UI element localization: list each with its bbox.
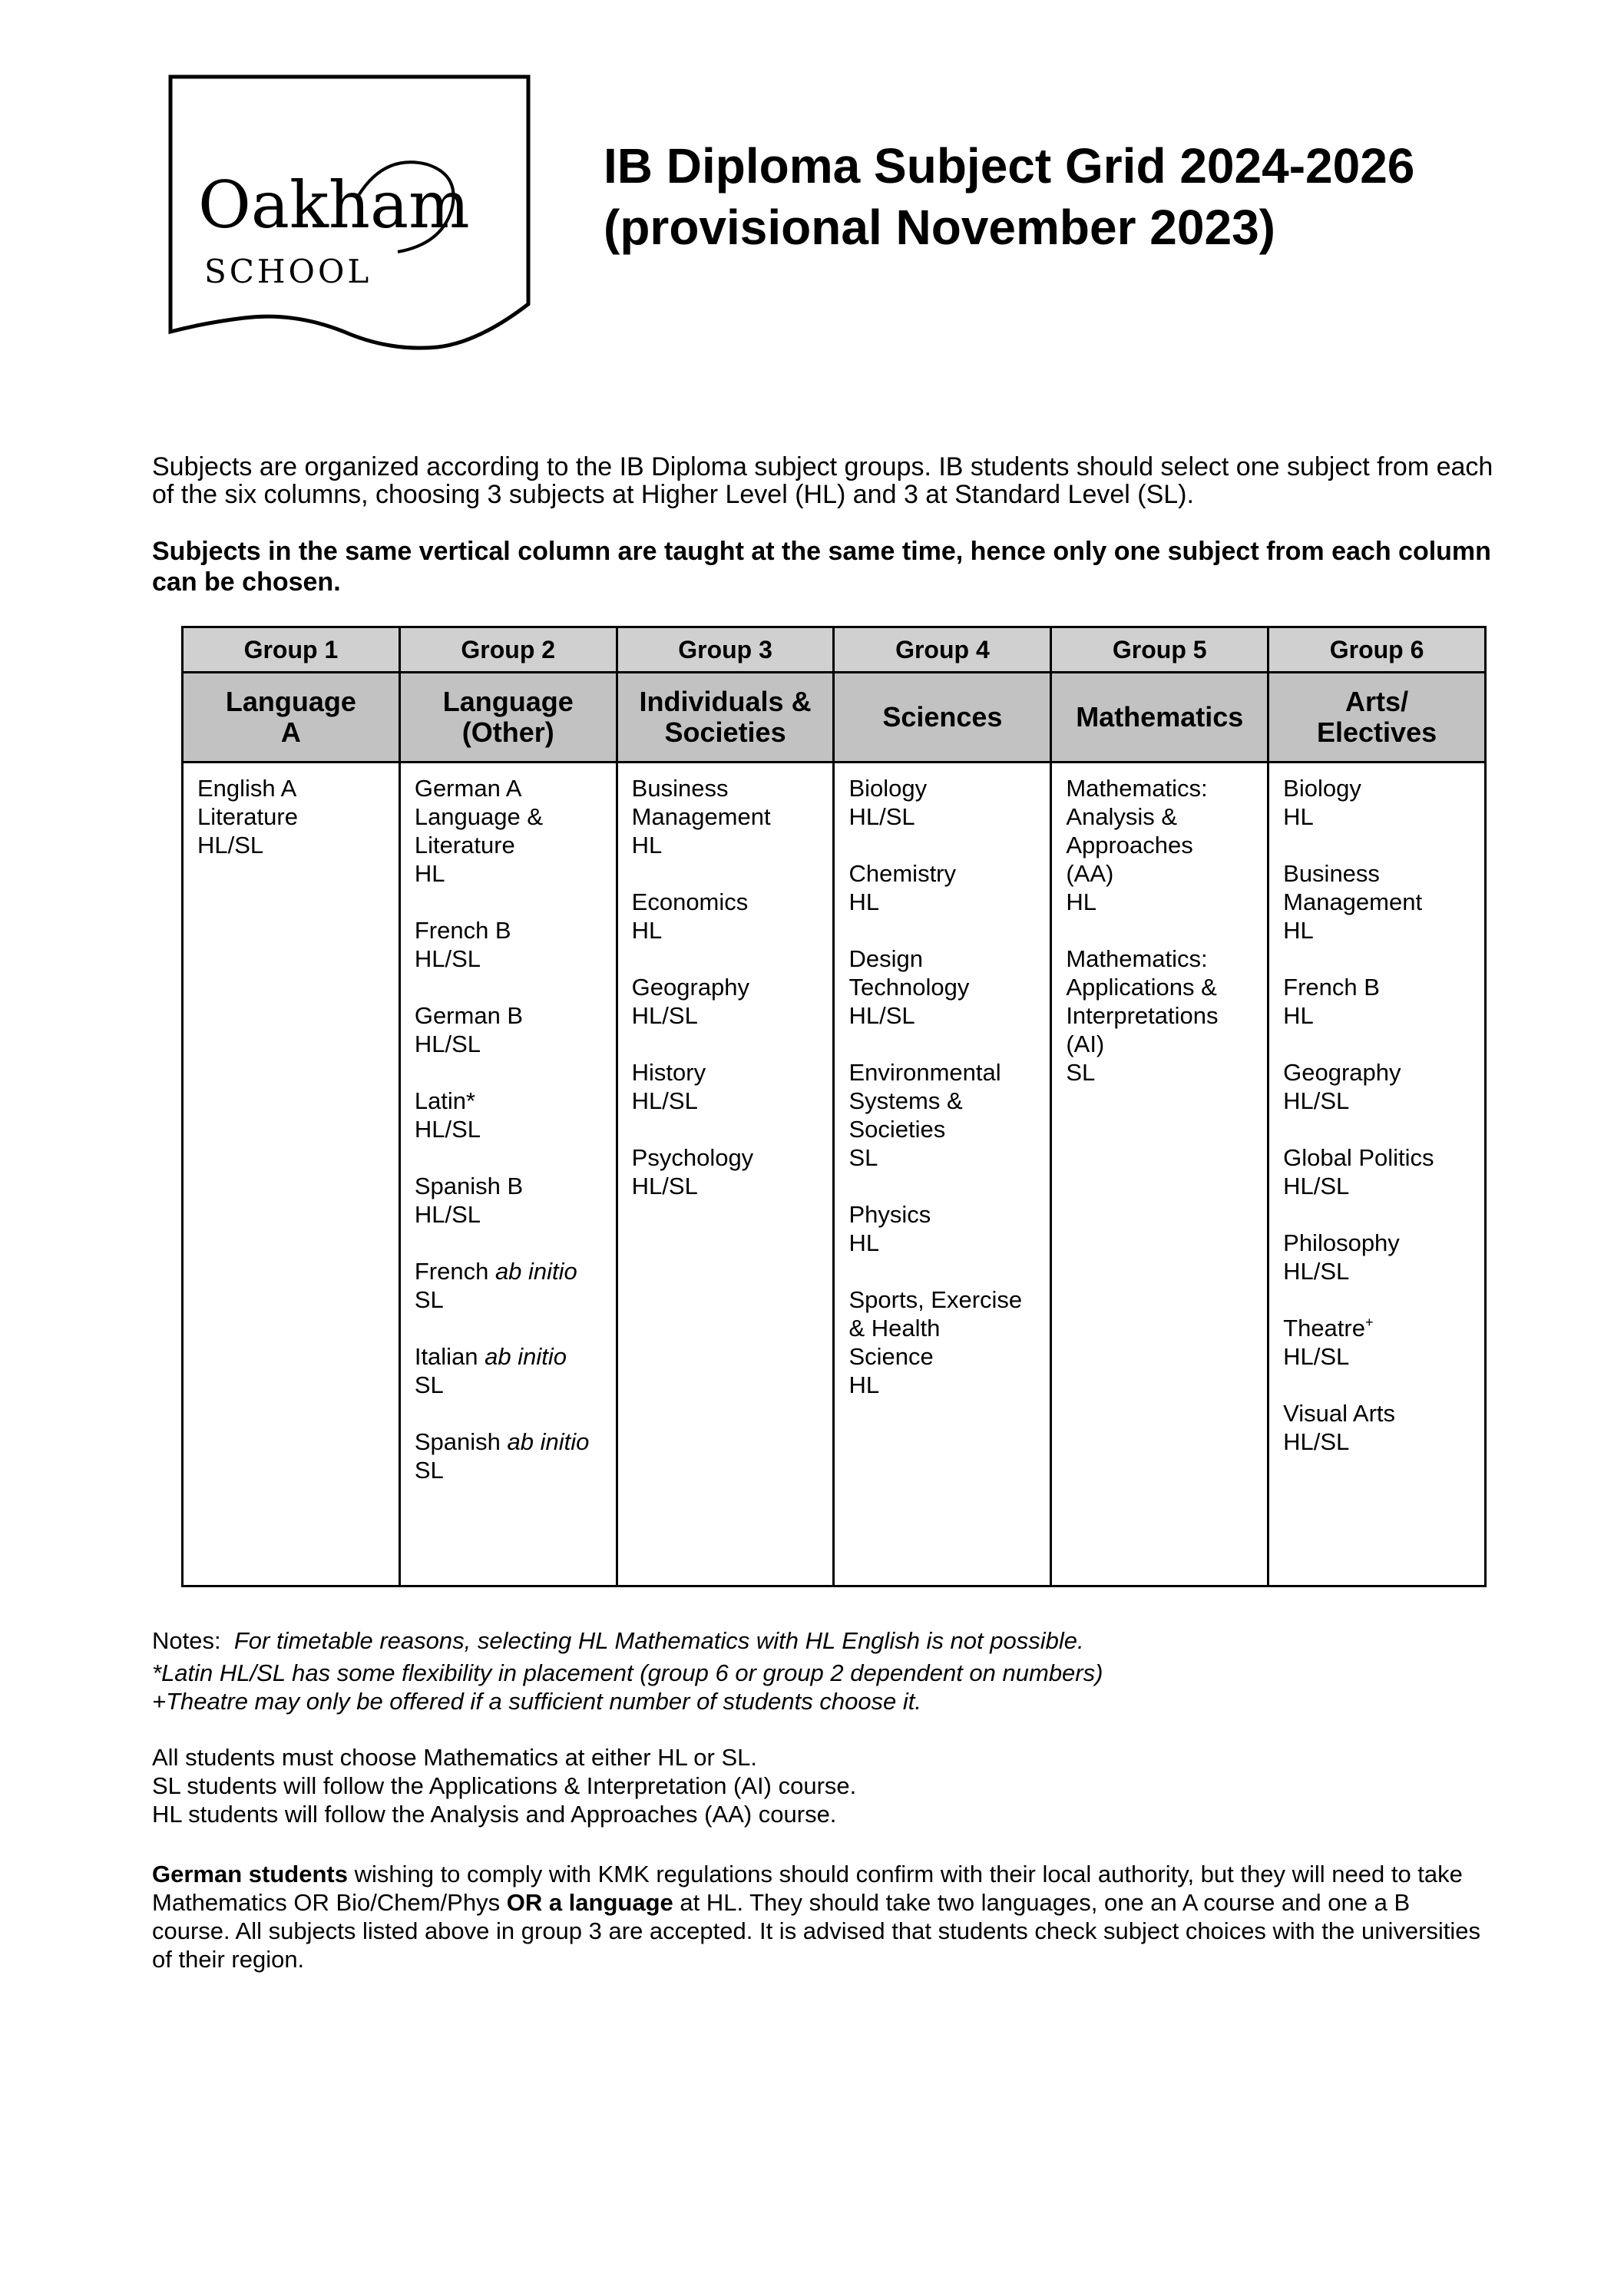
- subject-column: [183, 763, 400, 1586]
- subject-level: SL: [848, 1144, 878, 1171]
- subject-entry: [415, 1172, 604, 1229]
- subject-entry: [1066, 774, 1255, 916]
- subject-name: Technology: [848, 974, 970, 1001]
- subject-level: HL: [848, 1371, 880, 1398]
- subject-name: Language &: [414, 803, 544, 830]
- subject-level: HL/SL: [1283, 1343, 1350, 1370]
- subject-grid: [181, 626, 1487, 1587]
- subject-entry: [1283, 973, 1472, 1030]
- subject-name: Geography: [1283, 1059, 1401, 1086]
- maths-line: SL students will follow the Applications & Interpretation (AI) course.: [152, 1772, 857, 1799]
- subject-level: HL: [1283, 803, 1314, 830]
- subject-name: Theatre+: [1283, 1315, 1374, 1342]
- subject-level: HL: [631, 832, 663, 859]
- subject-level: HL: [1283, 917, 1314, 944]
- subject-name: Visual Arts: [1283, 1400, 1396, 1427]
- subject-entry: [632, 1143, 821, 1200]
- subject-level: HL/SL: [414, 1201, 481, 1228]
- subject-entry: [848, 1058, 1037, 1172]
- subject-name: Italian ab initio: [414, 1343, 567, 1370]
- subject-name: Mathematics:: [1066, 775, 1208, 802]
- subject-name: Science: [848, 1343, 934, 1370]
- maths-line: All students must choose Mathematics at either HL or SL.: [152, 1744, 757, 1771]
- title-line-1: IB Diploma Subject Grid 2024-2026: [604, 138, 1415, 194]
- subject-entry: [415, 1428, 604, 1484]
- subject-name: Mathematics:: [1066, 945, 1208, 972]
- group-header: Group 3: [617, 627, 834, 673]
- subject-level: HL/SL: [1283, 1258, 1350, 1285]
- subject-name: & Health: [848, 1315, 941, 1342]
- subject-entry: [848, 859, 1037, 916]
- subject-name: French B: [414, 917, 511, 944]
- title-line-2: (provisional November 2023): [604, 200, 1275, 255]
- subject-level: HL/SL: [1283, 1087, 1350, 1114]
- subject-level: HL/SL: [631, 1002, 698, 1029]
- group-header: Group 4: [834, 627, 1051, 673]
- subject-level: HL/SL: [414, 1031, 481, 1057]
- subject-name: (AA): [1066, 860, 1114, 887]
- timetable-note: For timetable reasons, selecting HL Mathematics with HL English is not possible.: [233, 1627, 1084, 1654]
- subject-name: Chemistry: [848, 860, 956, 887]
- subject-entry: [848, 774, 1037, 831]
- subjects-row: [183, 763, 1486, 1586]
- subject-entry: [1283, 1399, 1472, 1456]
- subject-name: Management: [631, 803, 771, 830]
- subject-name: Literature: [197, 803, 298, 830]
- subject-entry: [632, 888, 821, 945]
- subject-area-header: Sciences: [834, 673, 1051, 763]
- subject-level: HL: [848, 1229, 880, 1256]
- intro-paragraph: Subjects are organized according to the IB Diploma subject groups. IB students should select one subject from each of the six columns, choosing 3 subjects at Higher Level (HL) and 3 at Standard Level (SL).: [152, 452, 1493, 509]
- subject-column: [1268, 763, 1486, 1586]
- german-students-paragraph: German students wishing to comply with KMK regulations should confirm with their local authority, but they will need to take Mathematics OR Bio/Chem/Phys OR a language at HL. They should take two languages, one an A course and one a B course. All subjects listed above in group 3 are accepted. It is advised that students check subject choices with the universities of their region.: [152, 1861, 1481, 1973]
- column-rule-paragraph: Subjects in the same vertical column are taught at the same time, hence only one subject from each column can be chosen.: [152, 537, 1491, 597]
- subject-name: English A: [197, 775, 297, 802]
- subject-name: Approaches: [1066, 832, 1193, 859]
- subject-name: German B: [414, 1002, 524, 1029]
- subject-entry: [848, 1200, 1037, 1257]
- subject-name: French B: [1283, 974, 1380, 1001]
- subject-entry: [415, 774, 604, 888]
- subject-name: Management: [1283, 888, 1423, 915]
- subject-area-header: Arts/ Electives: [1268, 673, 1486, 763]
- notes-line: [152, 1626, 1534, 1655]
- page-title: [604, 135, 1563, 258]
- subject-area-header: Language (Other): [399, 673, 617, 763]
- subject-name: Biology: [1283, 775, 1361, 802]
- subject-entry: [1283, 1143, 1472, 1200]
- subject-level: SL: [1066, 1059, 1096, 1086]
- subject-name: Geography: [631, 974, 750, 1001]
- subject-name: Philosophy: [1283, 1229, 1400, 1256]
- subject-name: Business: [631, 775, 729, 802]
- notes-label: Notes:: [152, 1627, 221, 1654]
- subject-level: HL/SL: [848, 1002, 915, 1029]
- subject-entry: [415, 1001, 604, 1058]
- subject-level: SL: [414, 1286, 444, 1313]
- subject-level: HL/SL: [414, 1116, 481, 1143]
- subject-level: HL/SL: [631, 1173, 698, 1199]
- subject-area-header: Language A: [183, 673, 400, 763]
- subject-area-row: [183, 673, 1486, 763]
- subject-column: [399, 763, 617, 1586]
- subject-name: Psychology: [631, 1144, 754, 1171]
- subject-entry: [415, 1257, 604, 1314]
- subject-area-header: Individuals & Societies: [617, 673, 834, 763]
- logo-name: Oakham: [198, 167, 470, 243]
- subject-name: Systems &: [848, 1087, 963, 1114]
- subject-level: HL/SL: [1283, 1173, 1350, 1199]
- subject-name: Design: [848, 945, 923, 972]
- subject-entry: [1283, 774, 1472, 831]
- subject-name: Sports, Exercise: [848, 1286, 1023, 1313]
- subject-entry: [415, 1342, 604, 1399]
- subject-name: Global Politics: [1283, 1144, 1434, 1171]
- subject-level: HL/SL: [197, 832, 264, 859]
- subject-name: Applications &: [1066, 974, 1217, 1001]
- group-header: Group 5: [1051, 627, 1268, 673]
- subject-level: HL: [414, 860, 445, 887]
- subject-name: Latin*: [414, 1087, 476, 1114]
- subject-name: Analysis &: [1066, 803, 1178, 830]
- subject-name: Literature: [414, 832, 515, 859]
- maths-requirements: [152, 1743, 1534, 1828]
- subject-name: French ab initio: [414, 1258, 577, 1285]
- subject-level: HL/SL: [631, 1087, 698, 1114]
- subject-level: HL: [1066, 888, 1096, 915]
- subject-column: [834, 763, 1051, 1586]
- group-header: Group 2: [399, 627, 617, 673]
- subject-level: HL: [631, 917, 663, 944]
- subject-level: SL: [414, 1371, 444, 1398]
- subject-entry: [415, 1087, 604, 1143]
- latin-note: *Latin HL/SL has some flexibility in placement (group 6 or group 2 dependent on numbers): [152, 1659, 1103, 1686]
- subject-entry: [1283, 1314, 1472, 1371]
- subject-level: HL: [848, 888, 880, 915]
- subject-level: HL: [1283, 1002, 1314, 1029]
- school-logo: [167, 74, 536, 358]
- subject-name: Physics: [848, 1201, 931, 1228]
- subject-column: [1051, 763, 1268, 1586]
- subject-entry: [415, 916, 604, 973]
- group-header-row: [183, 627, 1486, 673]
- theatre-note: +Theatre may only be offered if a sufficient number of students choose it.: [152, 1688, 922, 1715]
- subject-entry: [848, 1285, 1037, 1399]
- subject-name: Economics: [631, 888, 749, 915]
- group-header: Group 6: [1268, 627, 1486, 673]
- subject-entry: [1066, 945, 1255, 1087]
- subject-entry: [632, 1058, 821, 1115]
- group-header: Group 1: [183, 627, 400, 673]
- maths-line: HL students will follow the Analysis and Approaches (AA) course.: [152, 1801, 837, 1828]
- subject-entry: [848, 945, 1037, 1030]
- subject-entry: [1283, 859, 1472, 945]
- subject-name: Spanish ab initio: [414, 1428, 590, 1455]
- subject-area-header: Mathematics: [1051, 673, 1268, 763]
- subject-name: German A: [414, 775, 522, 802]
- subject-entry: [1283, 1229, 1472, 1285]
- subject-entry: [1283, 1058, 1472, 1115]
- subject-column: [617, 763, 834, 1586]
- subject-level: HL/SL: [848, 803, 915, 830]
- subject-name: History: [631, 1059, 706, 1086]
- subject-name: Business: [1283, 860, 1380, 887]
- subject-name: Societies: [848, 1116, 946, 1143]
- subject-name: Biology: [848, 775, 928, 802]
- subject-entry: [632, 774, 821, 859]
- subject-name: Environmental: [848, 1059, 1001, 1086]
- subject-entry: [197, 774, 386, 859]
- subject-name: (AI): [1066, 1031, 1105, 1057]
- subject-entry: [632, 973, 821, 1030]
- subject-level: HL/SL: [414, 945, 481, 972]
- subject-name: Spanish B: [414, 1173, 524, 1199]
- subject-name: Interpretations: [1066, 1002, 1219, 1029]
- subject-level: SL: [414, 1457, 444, 1484]
- logo-subtitle: SCHOOL: [204, 253, 372, 290]
- subject-level: HL/SL: [1283, 1428, 1350, 1455]
